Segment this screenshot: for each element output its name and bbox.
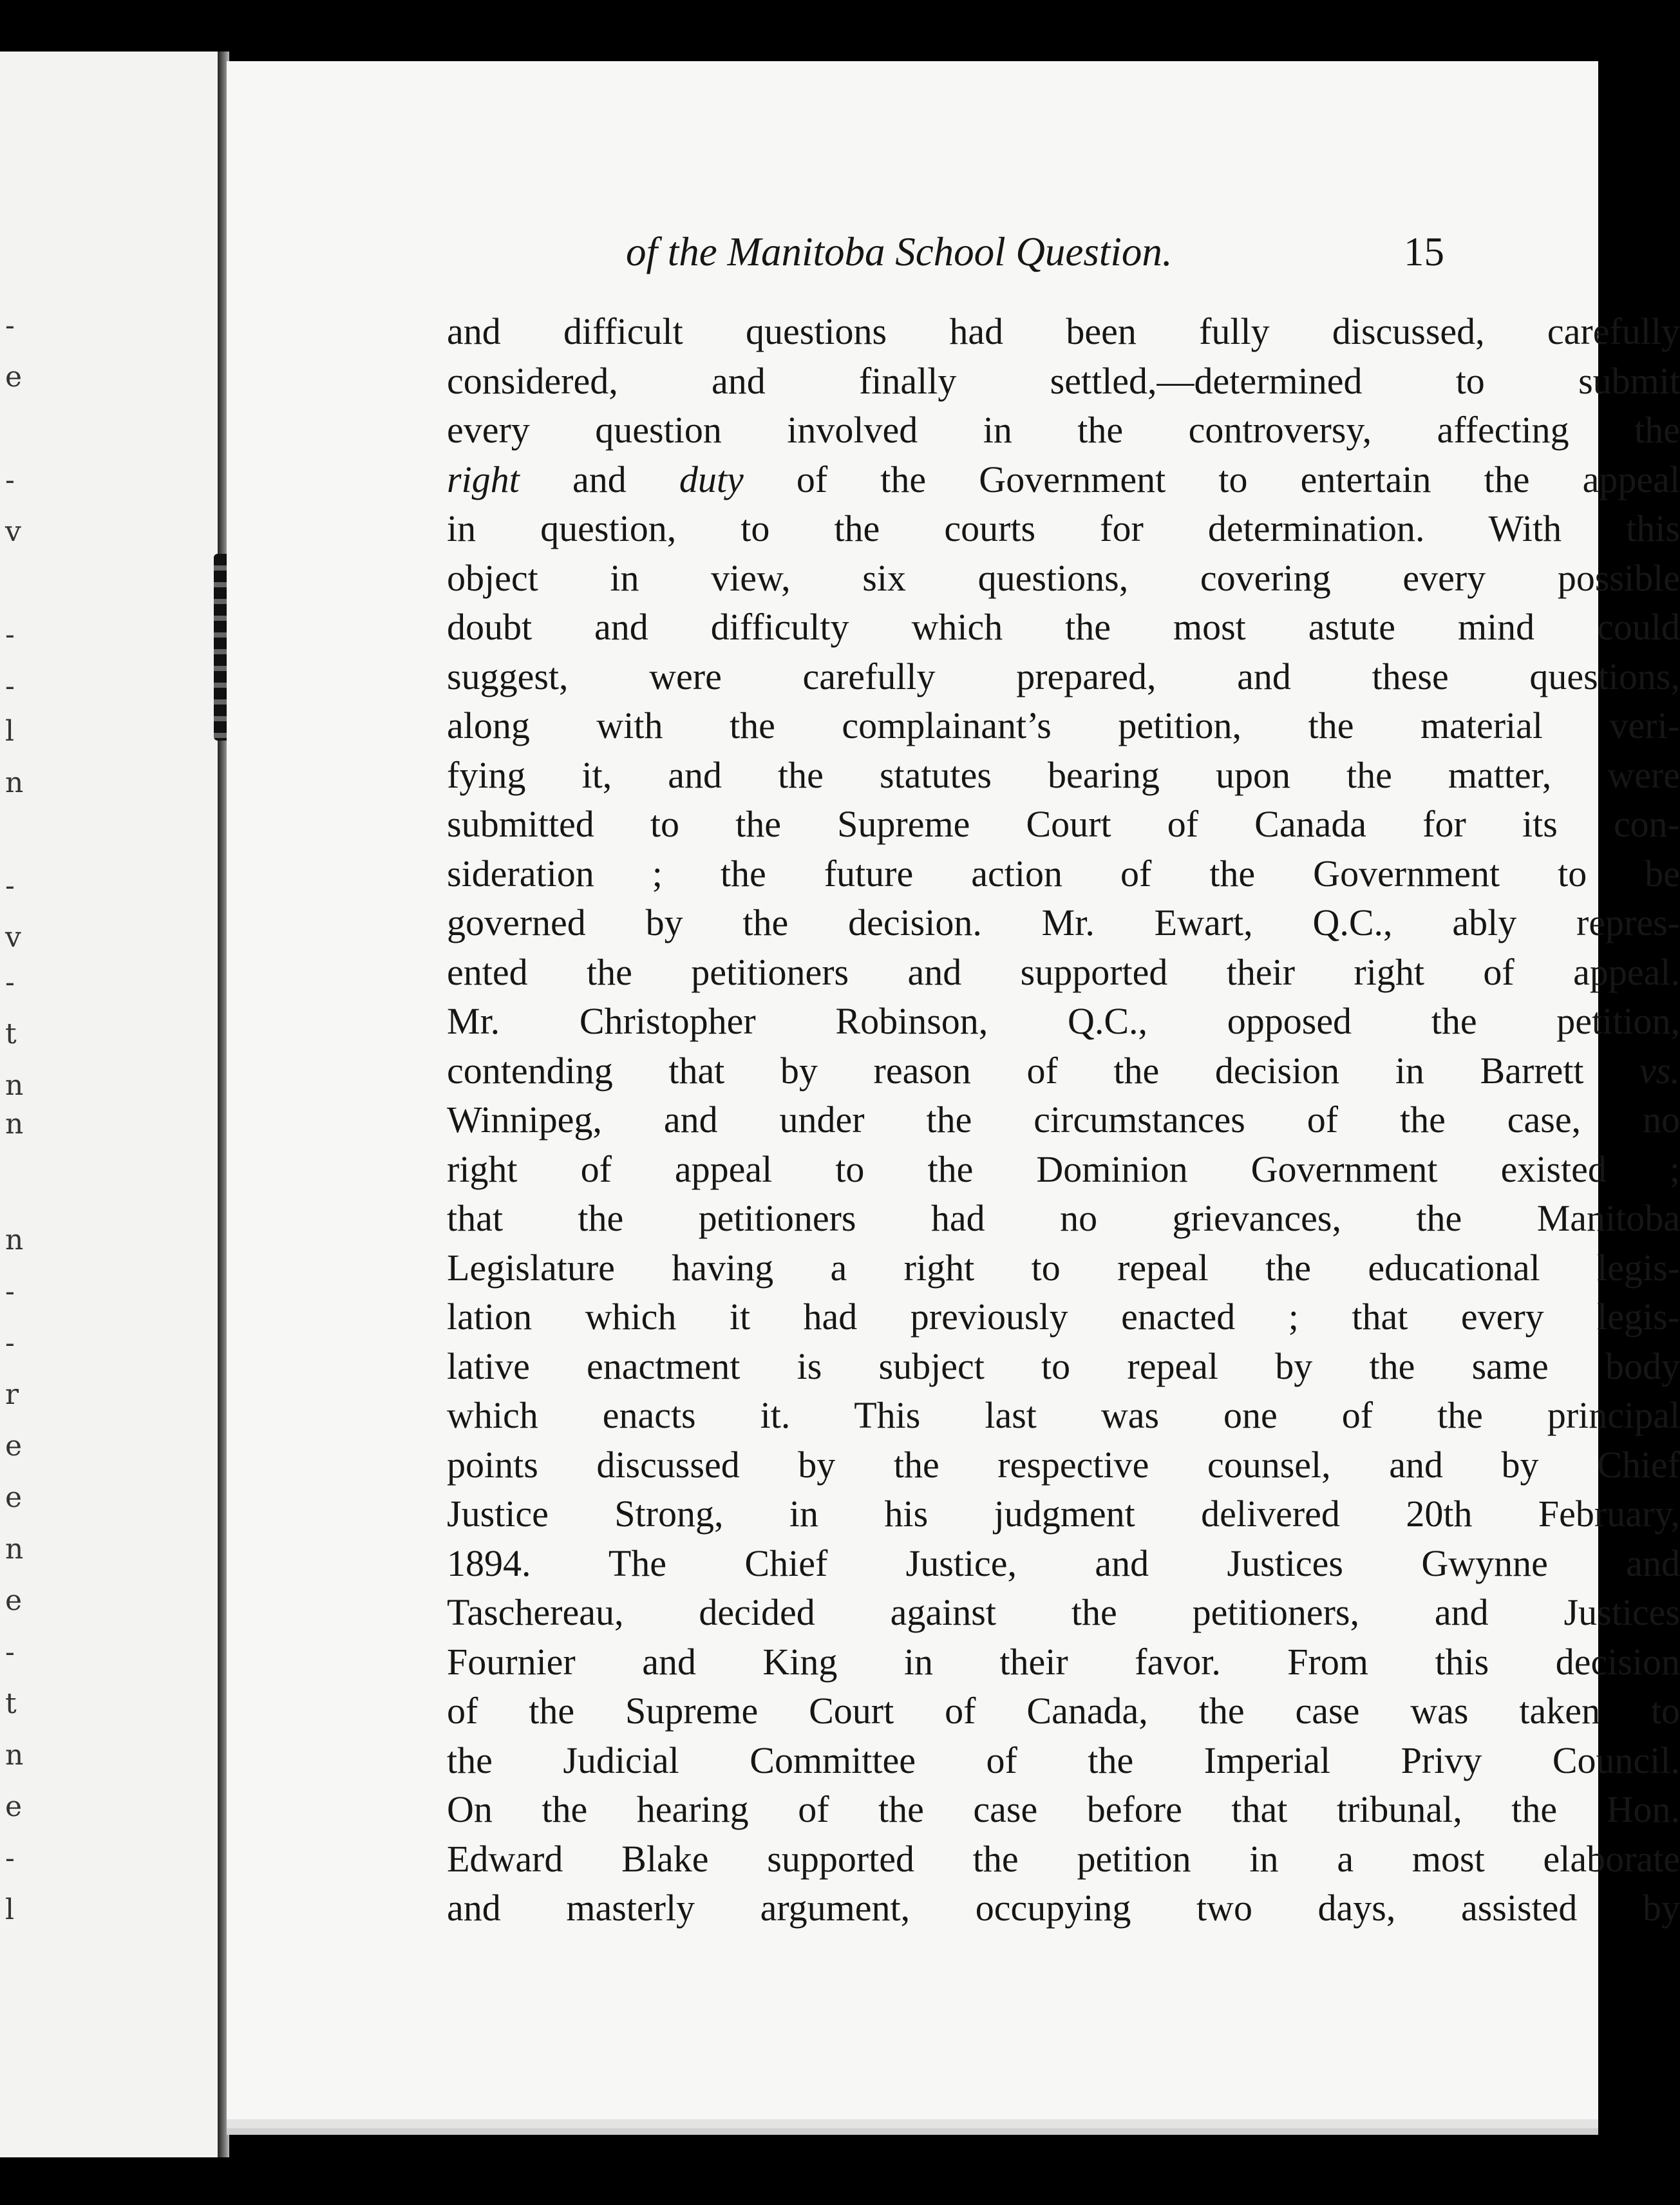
text-line: [447, 1736, 1680, 1786]
previous-page-text-fragment: -: [5, 309, 15, 342]
text-run: points discussed by the respective counsel, and by Chief: [447, 1443, 1680, 1486]
text-line: [447, 898, 1680, 948]
text-line: [447, 1046, 1680, 1096]
previous-page-text-fragment: e: [5, 361, 23, 393]
previous-page-text-fragment: -: [5, 1275, 15, 1308]
text-line: [447, 1785, 1680, 1835]
text-run: doubt and difficulty which the most astute mind could: [447, 606, 1680, 648]
previous-page-text-fragment: -: [5, 966, 15, 999]
text-run: sideration ; the future action of the Government to be: [447, 852, 1680, 894]
previous-page-edge: [0, 52, 226, 2157]
text-run: Justice Strong, in his judgment delivered 20th February,: [447, 1493, 1680, 1535]
previous-page-text-fragment: e: [5, 1481, 23, 1514]
previous-page-text-fragment: l: [5, 1893, 15, 1926]
text-run: submitted to the Supreme Court of Canada for its con-: [447, 803, 1680, 845]
text-run: Taschereau, decided against the petitioners, and Justices: [447, 1591, 1680, 1633]
italic-text: duty: [679, 458, 744, 500]
text-line: [447, 997, 1680, 1046]
previous-page-text-fragment: e: [5, 1430, 23, 1462]
text-line: [447, 1539, 1680, 1589]
previous-page-text-fragment: n: [5, 1069, 24, 1102]
text-run: in question, to the courts for determination. With this: [447, 507, 1680, 549]
previous-page-text-fragment: r: [5, 1378, 19, 1411]
previous-page-text-fragment: v: [5, 921, 21, 954]
text-line: [447, 307, 1680, 357]
text-line: [447, 1292, 1680, 1342]
text-line: [447, 455, 1680, 505]
text-line: [447, 1441, 1680, 1490]
text-run: and masterly argument, occupying two days, assisted by: [447, 1887, 1680, 1929]
text-run: object in view, six questions, covering every possible: [447, 556, 1680, 599]
previous-page-text-fragment: l: [5, 715, 15, 748]
text-run: governed by the decision. Mr. Ewart, Q.C., ably repres-: [447, 902, 1680, 943]
text-line: [447, 1588, 1680, 1638]
text-line: [447, 1835, 1680, 1884]
page-number: 15: [1404, 229, 1444, 274]
text-line: [447, 849, 1680, 899]
text-run: On the hearing of the case before that tribunal, the Hon.: [447, 1788, 1680, 1830]
text-line: [447, 554, 1680, 603]
previous-page-text-fragment: n: [5, 1739, 24, 1772]
text-run: and: [519, 458, 679, 500]
previous-page-text-fragment: -: [5, 464, 15, 497]
previous-page-text-fragment: v: [5, 515, 21, 548]
text-line: [447, 751, 1680, 800]
text-line: [447, 701, 1680, 751]
previous-page-text-fragment: t: [5, 1017, 17, 1050]
text-run: of the Supreme Court of Canada, the case was taken to: [447, 1690, 1680, 1732]
text-run: ented the petitioners and supported their right of appeal.: [447, 951, 1680, 993]
text-run: lation which it had previously enacted ; that every legis-: [447, 1296, 1680, 1338]
text-run: suggest, were carefully prepared, and these questions,: [447, 655, 1680, 697]
text-run: 1894. The Chief Justice, and Justices Gwynne and: [447, 1542, 1680, 1584]
text-line: [447, 1687, 1680, 1736]
text-line: [447, 504, 1680, 554]
text-run: that the petitioners had no grievances, the Manitoba: [447, 1197, 1680, 1239]
previous-page-text-fragment: e: [5, 1790, 23, 1823]
text-run: Legislature having a right to repeal the educational legis-: [447, 1246, 1680, 1289]
previous-page-text-fragment: -: [5, 618, 15, 651]
previous-page-text-fragment: n: [5, 766, 24, 799]
text-run: every question involved in the controversy, affecting the: [447, 409, 1680, 451]
text-line: [447, 800, 1680, 849]
previous-page-text-fragment: -: [5, 670, 15, 703]
text-line: [447, 357, 1680, 406]
text-run: contending that by reason of the decision in Barrett: [447, 1049, 1640, 1092]
italic-text: right: [447, 458, 520, 500]
text-line: [447, 1194, 1680, 1244]
text-line: [447, 1244, 1680, 1293]
text-line: [447, 1095, 1680, 1145]
text-line: [447, 406, 1680, 455]
previous-page-text-fragment: -: [5, 1327, 15, 1359]
body-text: [447, 307, 1680, 1933]
text-run: of the Government to entertain the appeal: [743, 458, 1680, 500]
text-run: considered, and finally settled,—determined to submit: [447, 359, 1680, 402]
text-line: [447, 1391, 1680, 1441]
text-run: the Judicial Committee of the Imperial Privy Council.: [447, 1739, 1680, 1781]
text-line: [447, 1342, 1680, 1392]
text-run: along with the complainant’s petition, the material veri-: [447, 705, 1680, 746]
previous-page-text-fragment: -: [5, 1636, 15, 1669]
running-header-title: of the Manitoba School Question.: [626, 229, 1173, 274]
text-line: [447, 1490, 1680, 1539]
previous-page-text-fragment: -: [5, 869, 15, 902]
italic-text: vs.: [1639, 1049, 1680, 1092]
text-run: and difficult questions had been fully discussed, carefully: [447, 310, 1680, 352]
text-run: right of appeal to the Dominion Government existed ;: [447, 1148, 1680, 1190]
previous-page-text-fragment: e: [5, 1584, 23, 1617]
text-run: lative enactment is subject to repeal by the same body: [447, 1345, 1680, 1387]
book-page: [227, 61, 1680, 2135]
text-run: fying it, and the statutes bearing upon the matter, were: [447, 753, 1680, 796]
text-line: [447, 1638, 1680, 1687]
previous-page-text-fragment: t: [5, 1687, 17, 1720]
text-run: Fournier and King in their favor. From this decision: [447, 1640, 1680, 1683]
text-line: [447, 603, 1680, 652]
text-line: [447, 1884, 1680, 1933]
previous-page-text-fragment: n: [5, 1108, 24, 1140]
text-line: [447, 948, 1680, 998]
previous-page-text-fragment: n: [5, 1533, 24, 1566]
previous-page-text-fragment: -: [5, 1842, 15, 1875]
previous-page-text-fragment: n: [5, 1224, 24, 1256]
text-run: Mr. Christopher Robinson, Q.C., opposed the petition,: [447, 1000, 1680, 1042]
text-line: [447, 652, 1680, 702]
text-run: Winnipeg, and under the circumstances of the case, no: [447, 1099, 1680, 1140]
text-line: [447, 1145, 1680, 1195]
text-run: Edward Blake supported the petition in a most elaborate: [447, 1837, 1680, 1880]
text-run: which enacts it. This last was one of the principal: [447, 1394, 1680, 1436]
